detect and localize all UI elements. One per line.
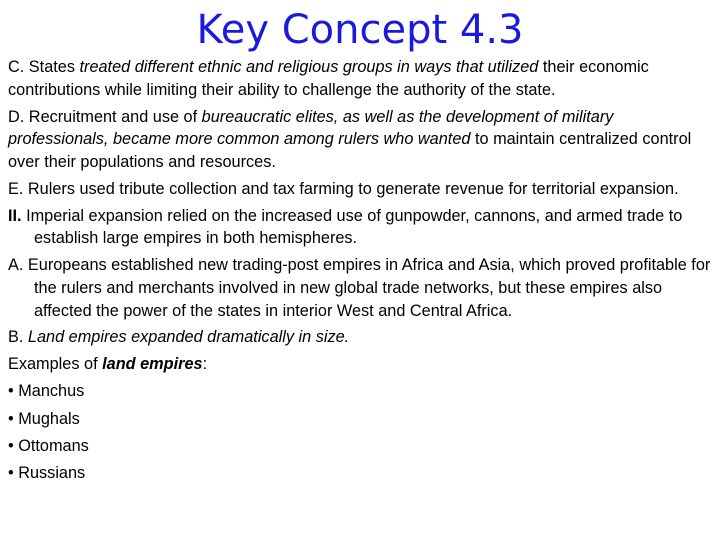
item-ii-text: Imperial expansion relied on the increased use of gunpowder, cannons, and armed trade to establish large empires in both hemispheres. bbox=[21, 206, 683, 248]
item-ii-numeral: II. bbox=[8, 206, 22, 225]
examples-heading bbox=[8, 353, 714, 376]
item-e-text: E. Rulers used tribute collection and tax farming to generate revenue for territorial expansion. bbox=[8, 179, 679, 198]
item-a-text: A. Europeans established new trading-post empires in Africa and Asia, which proved profitable for the rulers and merchants involved in new global trade networks, but these empires also affected the power of the states in interior West and Central Africa. bbox=[8, 256, 711, 320]
item-a bbox=[8, 254, 714, 322]
item-d-lead: D. Recruitment and use of bbox=[8, 107, 202, 126]
item-b-lead: B. bbox=[8, 328, 28, 347]
item-d-italic: bureaucratic elites, as well as the development of military professionals, became more common among rulers who wanted bbox=[8, 107, 614, 149]
item-e bbox=[8, 178, 714, 201]
item-c-italic: treated different ethnic and religious groups in ways that utilized bbox=[79, 58, 539, 76]
item-ii bbox=[8, 205, 714, 250]
item-b bbox=[8, 326, 714, 349]
slide-title: Key Concept 4.3 bbox=[196, 7, 524, 53]
item-c-lead: C. States bbox=[8, 58, 80, 76]
list-item: • Mughals bbox=[8, 409, 80, 428]
item-d bbox=[8, 106, 714, 174]
item-c bbox=[8, 56, 714, 101]
list-item: • Russians bbox=[8, 464, 86, 483]
item-b-italic: Land empires expanded dramatically in size. bbox=[27, 328, 350, 347]
slide-body bbox=[8, 56, 714, 489]
item-d-rest: to maintain centralized control over their populations and resources. bbox=[8, 130, 692, 171]
examples-lead: Examples of bbox=[8, 355, 103, 374]
list-item: • Manchus bbox=[8, 382, 85, 401]
list-item: • Ottomans bbox=[8, 436, 89, 455]
examples-emphasis: land empires bbox=[102, 355, 203, 374]
examples-tail: : bbox=[202, 355, 208, 374]
item-c-rest: their economic contributions while limiting their ability to challenge the authority of the state. bbox=[8, 58, 649, 99]
